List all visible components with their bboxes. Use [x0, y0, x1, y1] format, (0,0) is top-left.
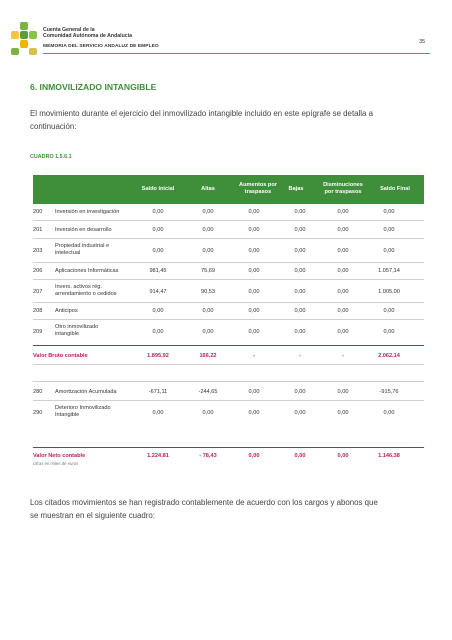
cell-saldo-inicial: 0,00 [152, 209, 164, 215]
row-description: Invers. activos rég. arrendamiento o cedidos [55, 284, 117, 297]
cell-bajas: 0,00 [294, 410, 306, 416]
cell-disminuciones: 0,00 [337, 227, 349, 233]
cell-bajas: 0,00 [294, 227, 306, 233]
table-label: CUADRO 1.5.6.1 [30, 154, 72, 160]
row-code: 201 [33, 227, 43, 233]
row-divider [33, 302, 424, 303]
row-description: Deterioro Inmovilizado Intangible [55, 405, 111, 418]
cell-bajas: 0,00 [294, 389, 306, 395]
bruto-disminuciones: - [342, 353, 344, 359]
cell-saldo-final: 0,00 [383, 308, 395, 314]
row-divider [33, 364, 424, 365]
row-code: 203 [33, 248, 43, 254]
cell-altas: 90,53 [201, 289, 215, 295]
cell-saldo-inicial: 0,00 [152, 308, 164, 314]
header-divider [43, 53, 430, 54]
cell-bajas: 0,00 [294, 209, 306, 215]
cell-altas: 75,69 [201, 268, 215, 274]
bruto-bajas: - [299, 353, 301, 359]
cell-disminuciones: 0,00 [337, 389, 349, 395]
cell-altas: 0,00 [202, 248, 214, 254]
row-divider [33, 319, 424, 320]
row-divider [33, 220, 424, 221]
neto-divider [33, 447, 424, 448]
row-description: Propiedad industrial e intelectual [55, 243, 110, 256]
cell-disminuciones: 0,00 [337, 209, 349, 215]
closing-paragraph: Los citados movimientos se han registrado contablemente de acuerdo con los cargos y abonos que se muestran en el siguiente cuadro: [30, 498, 378, 520]
neto-bajas: 0,00 [294, 453, 306, 459]
neto-altas: - 78,43 [199, 453, 217, 459]
cell-bajas: 0,00 [294, 289, 306, 295]
cell-saldo-final: 0,00 [383, 248, 395, 254]
cell-saldo-final: 0,00 [383, 209, 395, 215]
cell-disminuciones: 0,00 [337, 268, 349, 274]
cell-altas: 0,00 [202, 209, 214, 215]
cell-altas: 0,00 [202, 410, 214, 416]
neto-label: Valor Neto contable [33, 453, 86, 459]
neto-aumentos: 0,00 [248, 453, 260, 459]
bruto-altas: 166,22 [199, 353, 217, 359]
cell-disminuciones: 0,00 [337, 410, 349, 416]
row-divider [33, 400, 424, 401]
cell-saldo-inicial: 0,00 [152, 329, 164, 335]
cell-saldo-final: 1.057,14 [378, 268, 400, 274]
row-code: 200 [33, 209, 43, 215]
row-code: 280 [33, 389, 43, 395]
cell-disminuciones: 0,00 [337, 248, 349, 254]
row-description: Inversión en desarrollo [55, 227, 112, 233]
cell-disminuciones: 0,00 [337, 308, 349, 314]
col-saldo-inicial: Saldo inicial [141, 186, 175, 192]
col-altas: Altas [201, 186, 215, 192]
cell-aumentos: 0,00 [248, 289, 260, 295]
cell-saldo-final: 0,00 [383, 227, 395, 233]
bruto-saldo-inicial: 1.895,92 [147, 353, 169, 359]
cell-aumentos: 0,00 [248, 329, 260, 335]
row-code: 207 [33, 289, 43, 295]
col-aumentos: Aumentos por traspasos [239, 182, 277, 195]
bruto-aumentos: - [253, 353, 255, 359]
section-title: 6. INMOVILIZADO INTANGIBLE [30, 82, 157, 92]
row-code: 290 [33, 410, 43, 416]
row-description: Inversión en investigación [55, 209, 120, 215]
cell-altas: -244,65 [198, 389, 218, 395]
cell-saldo-final: 0,00 [383, 329, 395, 335]
row-description: Otro inmovilizado intangible [55, 324, 99, 337]
units-note: cifras en miles de euros [33, 461, 79, 466]
col-bajas: Bajas [288, 186, 304, 192]
cell-aumentos: 0,00 [248, 209, 260, 215]
cell-altas: 0,00 [202, 308, 214, 314]
cell-saldo-inicial: 981,45 [149, 268, 167, 274]
cell-saldo-final: 1.005,00 [378, 289, 400, 295]
cell-aumentos: 0,00 [248, 389, 260, 395]
row-description: Anticipos [55, 308, 78, 314]
bruto-label: Valor Bruto contable [33, 353, 88, 359]
row-divider [33, 262, 424, 263]
row-description: Aplicaciones Informáticas [55, 268, 119, 274]
cell-altas: 0,00 [202, 227, 214, 233]
row-divider [33, 279, 424, 280]
neto-disminuciones: 0,00 [337, 453, 349, 459]
cell-saldo-final: 0,00 [383, 410, 395, 416]
junta-andalucia-logo-icon [11, 22, 37, 56]
cell-disminuciones: 0,00 [337, 289, 349, 295]
cell-disminuciones: 0,00 [337, 329, 349, 335]
cell-bajas: 0,00 [294, 248, 306, 254]
intro-paragraph: El movimiento durante el ejercicio del inmovilizado intangible incluido en este epígrafe se detalla a continuación: [30, 109, 374, 131]
cell-saldo-final: -915,76 [379, 389, 399, 395]
cell-saldo-inicial: -671,11 [148, 389, 168, 395]
cell-saldo-inicial: 0,00 [152, 227, 164, 233]
bruto-divider [33, 345, 424, 346]
cell-aumentos: 0,00 [248, 410, 260, 416]
cell-saldo-inicial: 0,00 [152, 410, 164, 416]
row-divider [33, 381, 424, 382]
table-header [33, 175, 424, 204]
header-subtitle: MEMORIA DEL SERVICIO ANDALUZ DE EMPLEO [43, 44, 159, 49]
cell-aumentos: 0,00 [248, 248, 260, 254]
col-disminuciones: Disminuciones por traspasos [323, 182, 363, 195]
cell-aumentos: 0,00 [248, 268, 260, 274]
cell-saldo-inicial: 914,47 [149, 289, 167, 295]
neto-saldo-inicial: 1.224,81 [147, 453, 169, 459]
row-code: 209 [33, 329, 43, 335]
row-code: 206 [33, 268, 43, 274]
row-description: Amortización Acumulada [55, 389, 117, 395]
cell-altas: 0,00 [202, 329, 214, 335]
bruto-saldo-final: 2.062,14 [378, 353, 400, 359]
page-number: 35 [419, 39, 426, 45]
col-saldo-final: Saldo Final [380, 186, 410, 192]
cell-aumentos: 0,00 [248, 308, 260, 314]
cell-bajas: 0,00 [294, 329, 306, 335]
neto-saldo-final: 1.146,38 [378, 453, 400, 459]
header-org-name: Cuenta General de la Comunidad Autónoma de Andalucía [43, 27, 132, 40]
cell-bajas: 0,00 [294, 308, 306, 314]
cell-saldo-inicial: 0,00 [152, 248, 164, 254]
row-divider [33, 238, 424, 239]
cell-aumentos: 0,00 [248, 227, 260, 233]
row-code: 208 [33, 308, 43, 314]
cell-bajas: 0,00 [294, 268, 306, 274]
